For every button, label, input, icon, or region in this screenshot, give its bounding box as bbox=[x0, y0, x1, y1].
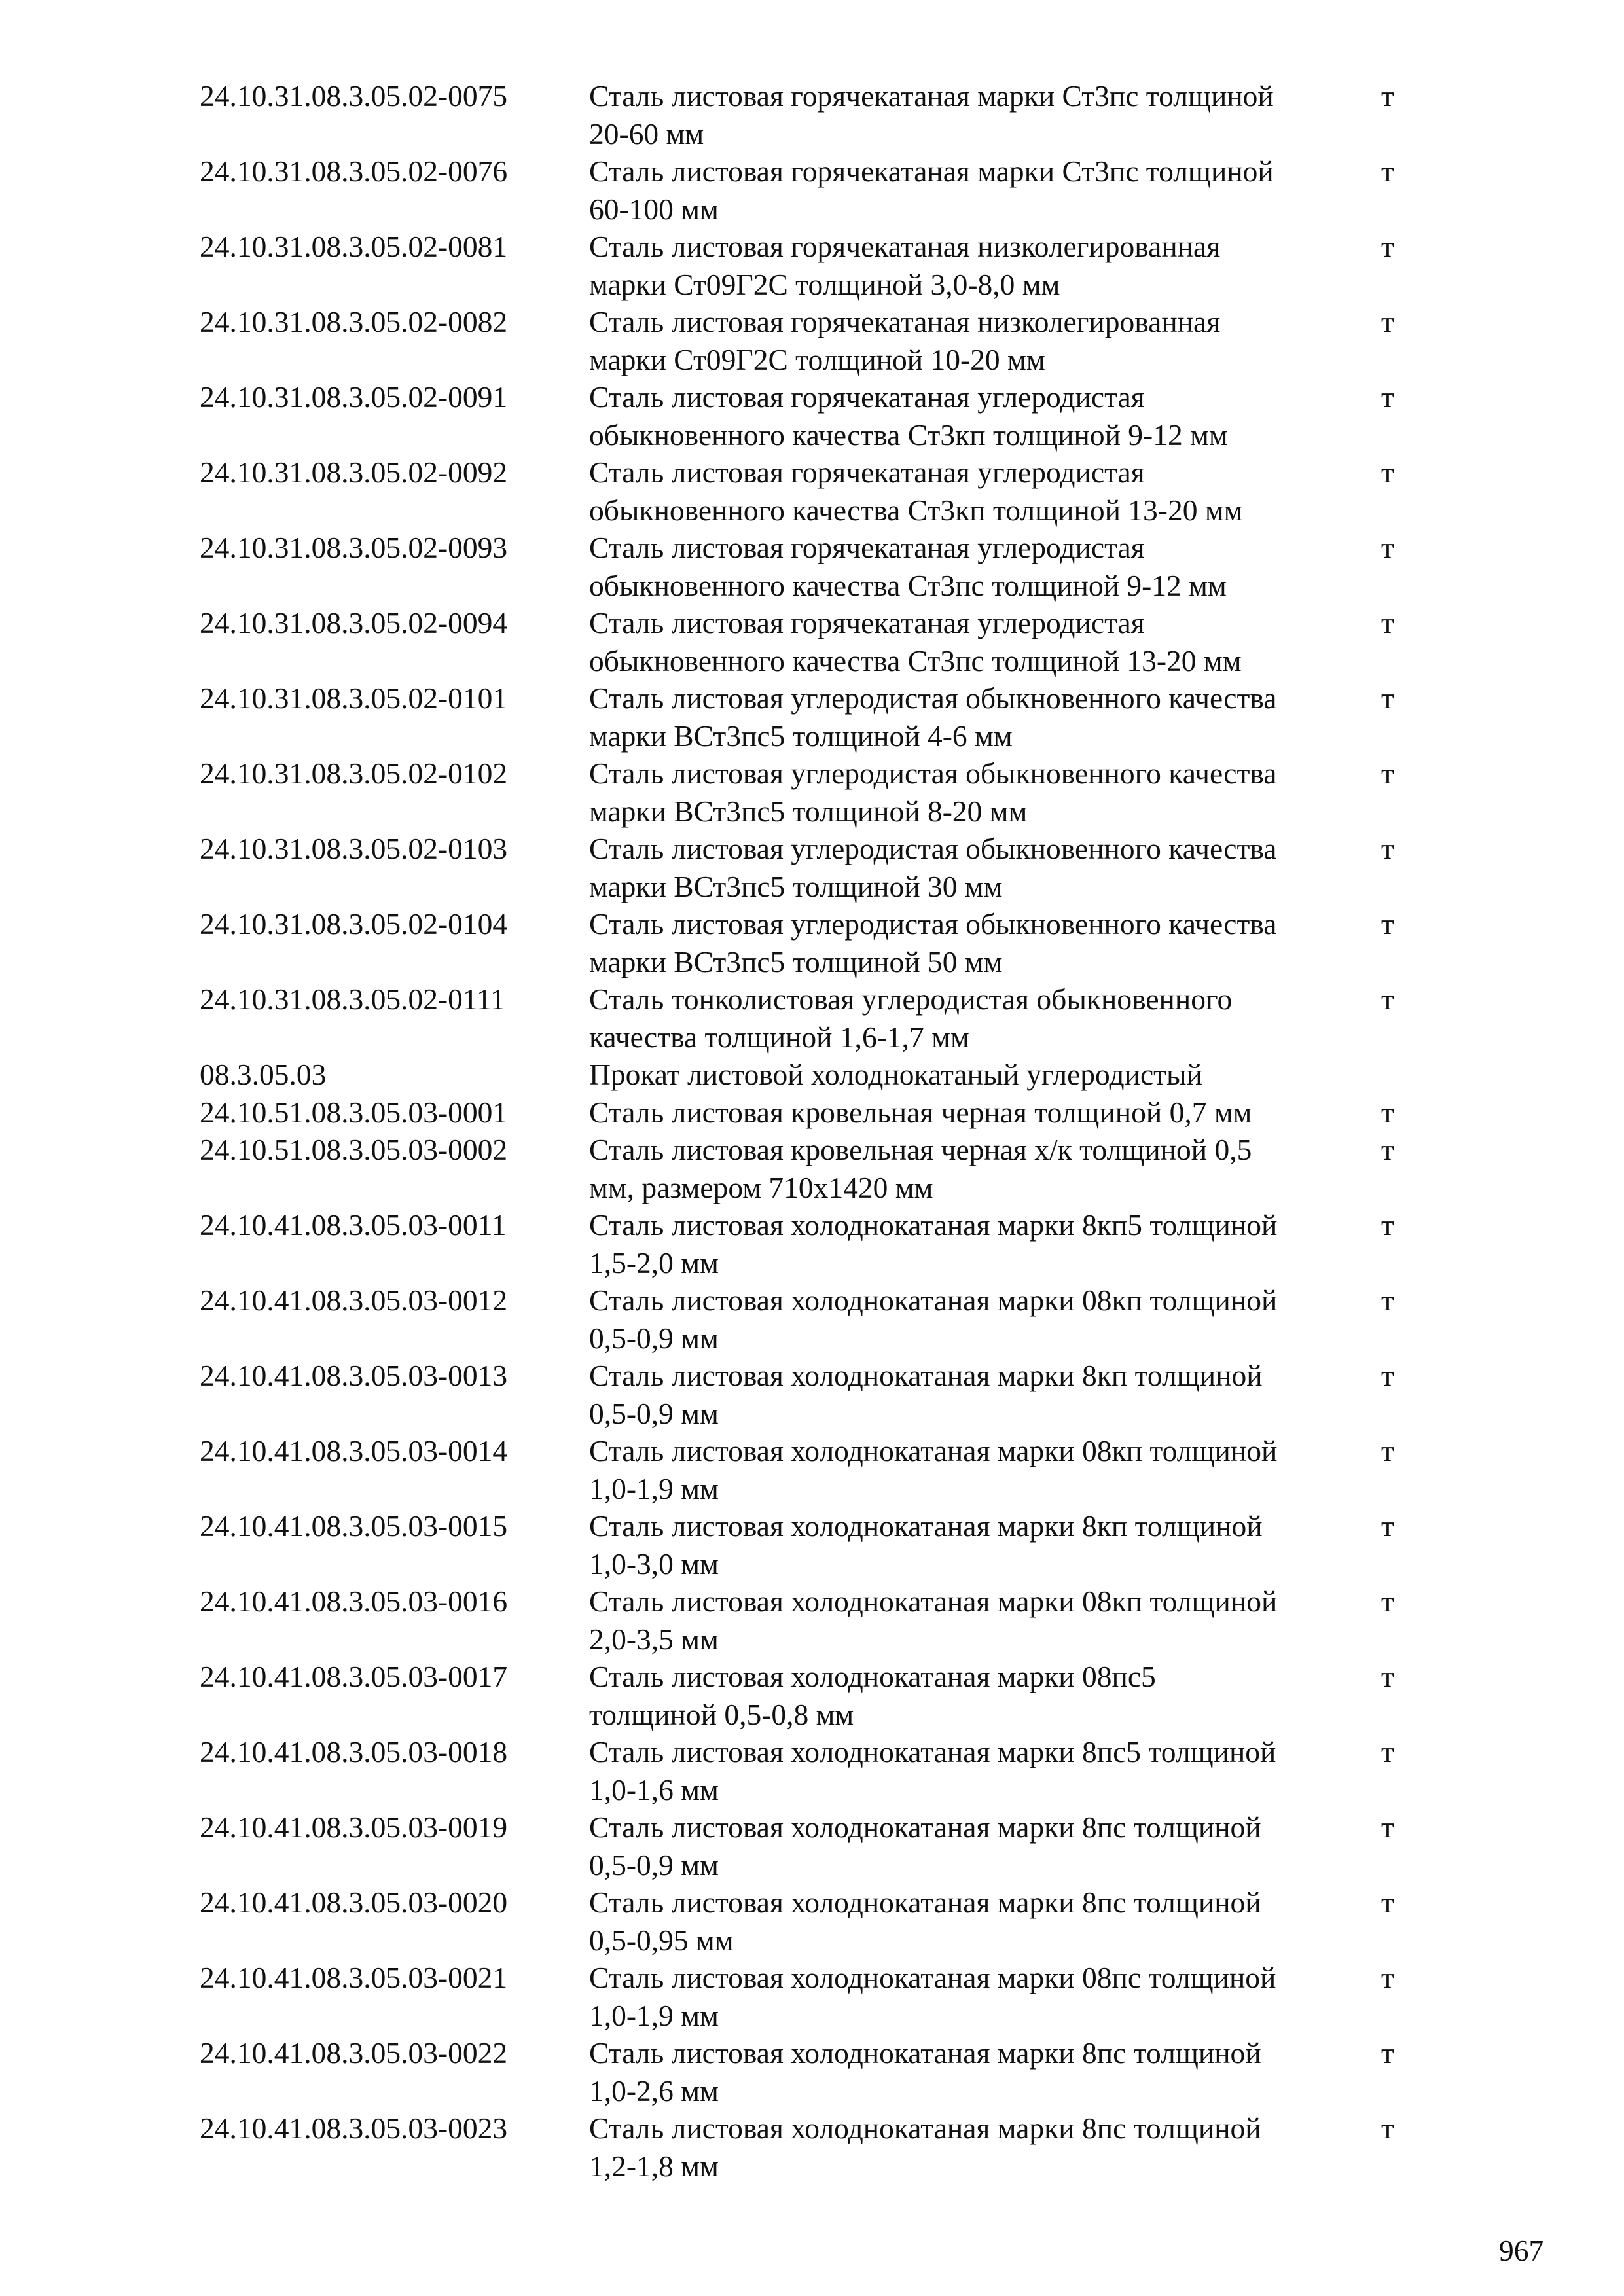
resource-unit: т bbox=[1381, 305, 1394, 338]
table-row bbox=[200, 1959, 1411, 2034]
resource-code: 24.10.31.08.3.05.02-0091 bbox=[200, 380, 508, 414]
table-row bbox=[200, 1282, 1411, 1357]
resource-unit: т bbox=[1381, 606, 1394, 639]
resource-code: 24.10.31.08.3.05.02-0111 bbox=[200, 982, 505, 1016]
table-row bbox=[200, 1206, 1411, 1282]
table-row bbox=[200, 755, 1411, 830]
resource-description: Сталь листовая горячекатаная углеродистая обыкновенного качества Ст3пс толщиной 9-12 мм bbox=[589, 531, 1227, 602]
resource-unit: т bbox=[1381, 1810, 1394, 1844]
table-row bbox=[200, 152, 1411, 228]
resource-description: Сталь листовая холоднокатаная марки 8пс толщиной 0,5-0,95 мм bbox=[589, 1886, 1261, 1957]
table-row bbox=[200, 1808, 1411, 1884]
table-row bbox=[200, 303, 1411, 378]
resource-code: 24.10.41.08.3.05.03-0014 bbox=[200, 1434, 508, 1467]
resource-unit: т bbox=[1381, 1208, 1394, 1242]
resource-description: Сталь листовая холоднокатаная марки 08кп толщиной 1,0-1,9 мм bbox=[589, 1434, 1278, 1505]
resource-code: 24.10.41.08.3.05.03-0015 bbox=[200, 1509, 508, 1543]
table-row bbox=[200, 1357, 1411, 1432]
resource-description: Сталь листовая углеродистая обыкновенного качества марки ВСт3пс5 толщиной 30 мм bbox=[589, 832, 1277, 903]
table-row bbox=[200, 2034, 1411, 2109]
resource-description: Сталь листовая горячекатаная углеродистая обыкновенного качества Ст3кп толщиной 13-20 мм bbox=[589, 456, 1243, 527]
resource-unit: т bbox=[1381, 832, 1394, 865]
resource-code: 24.10.41.08.3.05.03-0012 bbox=[200, 1283, 508, 1317]
resource-unit: т bbox=[1381, 757, 1394, 790]
resource-description: Сталь листовая холоднокатаная марки 8кп толщиной 0,5-0,9 мм bbox=[589, 1359, 1263, 1430]
resource-description: Сталь листовая горячекатаная углеродистая обыкновенного качества Ст3пс толщиной 13-20 мм bbox=[589, 606, 1242, 677]
table-row bbox=[200, 1583, 1411, 1658]
resource-unit: т bbox=[1381, 982, 1394, 1016]
resource-description: Сталь листовая холоднокатаная марки 8кп5 толщиной 1,5-2,0 мм bbox=[589, 1208, 1278, 1280]
table-row bbox=[200, 529, 1411, 604]
table-row bbox=[200, 905, 1411, 980]
resource-unit: т bbox=[1381, 79, 1394, 113]
resource-unit: т bbox=[1381, 380, 1394, 414]
page-number: 967 bbox=[1499, 2234, 1544, 2267]
resource-unit: т bbox=[1381, 456, 1394, 489]
resource-code: 24.10.31.08.3.05.02-0075 bbox=[200, 79, 508, 113]
resource-code: 24.10.51.08.3.05.03-0001 bbox=[200, 1095, 508, 1129]
resource-unit: т bbox=[1381, 1660, 1394, 1693]
resource-code: 24.10.41.08.3.05.03-0020 bbox=[200, 1886, 508, 1919]
resource-description: Сталь листовая углеродистая обыкновенного качества марки ВСт3пс5 толщиной 8-20 мм bbox=[589, 757, 1277, 828]
resource-code: 24.10.41.08.3.05.03-0018 bbox=[200, 1735, 508, 1768]
resource-unit: т bbox=[1381, 1961, 1394, 1994]
resource-code: 24.10.41.08.3.05.03-0011 bbox=[200, 1208, 507, 1242]
resource-code: 24.10.41.08.3.05.03-0017 bbox=[200, 1660, 508, 1693]
resource-unit: т bbox=[1381, 154, 1394, 188]
resource-code: 24.10.51.08.3.05.03-0002 bbox=[200, 1133, 508, 1166]
resource-unit: т bbox=[1381, 531, 1394, 564]
resource-description: Сталь листовая горячекатаная низколегированная марки Ст09Г2С толщиной 3,0-8,0 мм bbox=[589, 230, 1221, 301]
resource-description: Прокат листовой холоднокатаный углеродистый bbox=[589, 1058, 1202, 1091]
resource-unit: т bbox=[1381, 2111, 1394, 2145]
resource-unit: т bbox=[1381, 1359, 1394, 1392]
resource-description: Сталь листовая горячекатаная углеродистая обыкновенного качества Ст3кп толщиной 9-12 мм bbox=[589, 380, 1228, 452]
table-row bbox=[200, 77, 1411, 152]
resource-unit: т bbox=[1381, 2036, 1394, 2070]
table-row bbox=[200, 1056, 1411, 1094]
table-row bbox=[200, 1733, 1411, 1808]
resource-description: Сталь листовая углеродистая обыкновенного качества марки ВСт3пс5 толщиной 50 мм bbox=[589, 907, 1277, 978]
resource-description: Сталь листовая холоднокатаная марки 8пс толщиной 1,2-1,8 мм bbox=[589, 2111, 1261, 2183]
resource-code: 24.10.31.08.3.05.02-0092 bbox=[200, 456, 508, 489]
resource-code: 24.10.41.08.3.05.03-0022 bbox=[200, 2036, 508, 2070]
table-row bbox=[200, 604, 1411, 679]
resource-unit: т bbox=[1381, 1095, 1394, 1129]
resource-description: Сталь листовая холоднокатаная марки 8пс толщиной 1,0-2,6 мм bbox=[589, 2036, 1261, 2108]
resource-description: Сталь листовая кровельная черная толщиной 0,7 мм bbox=[589, 1095, 1252, 1129]
resource-unit: т bbox=[1381, 1509, 1394, 1543]
resource-unit: т bbox=[1381, 1283, 1394, 1317]
resource-description: Сталь листовая холоднокатаная марки 08кп толщиной 2,0-3,5 мм bbox=[589, 1585, 1278, 1656]
resource-description: Сталь листовая горячекатаная марки Ст3пс толщиной 60-100 мм bbox=[589, 154, 1274, 226]
resource-code: 24.10.31.08.3.05.02-0094 bbox=[200, 606, 508, 639]
resource-description: Сталь тонколистовая углеродистая обыкновенного качества толщиной 1,6-1,7 мм bbox=[589, 982, 1233, 1054]
resource-description: Сталь листовая холоднокатаная марки 08пс5 толщиной 0,5-0,8 мм bbox=[589, 1660, 1156, 1731]
resource-unit: т bbox=[1381, 681, 1394, 715]
resource-code: 08.3.05.03 bbox=[200, 1058, 327, 1091]
resource-description: Сталь листовая холоднокатаная марки 8кп толщиной 1,0-3,0 мм bbox=[589, 1509, 1263, 1581]
resource-unit: т bbox=[1381, 1133, 1394, 1166]
table-row bbox=[200, 1432, 1411, 1507]
resource-unit: т bbox=[1381, 1434, 1394, 1467]
resource-description: Сталь листовая холоднокатаная марки 08кп толщиной 0,5-0,9 мм bbox=[589, 1283, 1278, 1355]
table-row bbox=[200, 228, 1411, 303]
table-row bbox=[200, 679, 1411, 755]
resource-code: 24.10.41.08.3.05.03-0016 bbox=[200, 1585, 508, 1618]
resource-unit: т bbox=[1381, 1585, 1394, 1618]
resource-code: 24.10.31.08.3.05.02-0104 bbox=[200, 907, 508, 941]
table-row bbox=[200, 830, 1411, 905]
resource-code: 24.10.31.08.3.05.02-0076 bbox=[200, 154, 508, 188]
resource-description: Сталь листовая горячекатаная марки Ст3пс толщиной 20-60 мм bbox=[589, 79, 1274, 151]
resource-code: 24.10.41.08.3.05.03-0013 bbox=[200, 1359, 508, 1392]
resource-code: 24.10.41.08.3.05.03-0019 bbox=[200, 1810, 508, 1844]
resource-unit: т bbox=[1381, 1886, 1394, 1919]
resource-code: 24.10.41.08.3.05.03-0023 bbox=[200, 2111, 508, 2145]
resource-code: 24.10.31.08.3.05.02-0101 bbox=[200, 681, 508, 715]
resource-code: 24.10.31.08.3.05.02-0102 bbox=[200, 757, 508, 790]
table-row bbox=[200, 378, 1411, 454]
table-row bbox=[200, 1507, 1411, 1583]
resource-description: Сталь листовая холоднокатаная марки 08пс толщиной 1,0-1,9 мм bbox=[589, 1961, 1276, 2032]
table-row bbox=[200, 454, 1411, 529]
resource-table bbox=[200, 77, 1411, 2185]
table-row bbox=[200, 1094, 1411, 1132]
table-row bbox=[200, 1658, 1411, 1733]
resource-description: Сталь листовая холоднокатаная марки 8пс толщиной 0,5-0,9 мм bbox=[589, 1810, 1261, 1882]
resource-code: 24.10.31.08.3.05.02-0082 bbox=[200, 305, 508, 338]
resource-description: Сталь листовая кровельная черная х/к толщиной 0,5 мм, размером 710х1420 мм bbox=[589, 1133, 1252, 1204]
table-row bbox=[200, 1884, 1411, 1959]
resource-description: Сталь листовая холоднокатаная марки 8пс5 толщиной 1,0-1,6 мм bbox=[589, 1735, 1276, 1806]
resource-description: Сталь листовая горячекатаная низколегированная марки Ст09Г2С толщиной 10-20 мм bbox=[589, 305, 1221, 376]
resource-code: 24.10.31.08.3.05.02-0103 bbox=[200, 832, 508, 865]
table-row bbox=[200, 2109, 1411, 2185]
resource-code: 24.10.31.08.3.05.02-0093 bbox=[200, 531, 508, 564]
resource-unit: т bbox=[1381, 907, 1394, 941]
resource-description: Сталь листовая углеродистая обыкновенного качества марки ВСт3пс5 толщиной 4-6 мм bbox=[589, 681, 1277, 753]
resource-unit: т bbox=[1381, 230, 1394, 263]
resource-unit: т bbox=[1381, 1735, 1394, 1768]
table-row bbox=[200, 1131, 1411, 1206]
resource-code: 24.10.31.08.3.05.02-0081 bbox=[200, 230, 508, 263]
resource-code: 24.10.41.08.3.05.03-0021 bbox=[200, 1961, 508, 1994]
table-row bbox=[200, 980, 1411, 1056]
